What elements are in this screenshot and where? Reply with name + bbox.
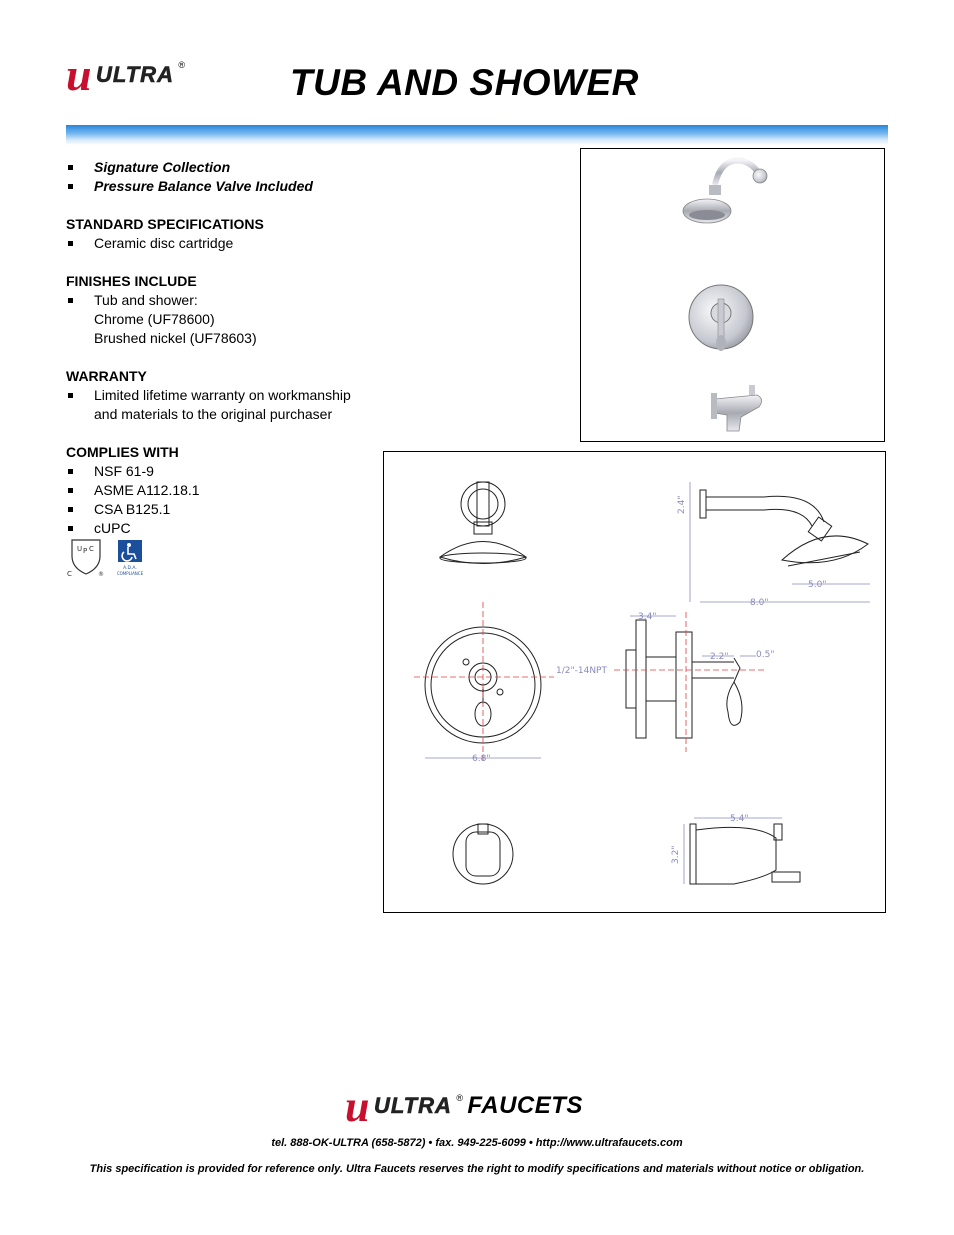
feature-item: Signature Collection [66,158,386,177]
header-gradient-bar [66,125,888,145]
svg-text:COMPLIANCE: COMPLIANCE [116,571,144,576]
complies-item: CSA B125.1 [66,500,386,519]
certification-icons [66,538,156,578]
spec-list [66,158,386,538]
footer-logo-text: ULTRA [373,1093,452,1118]
upc-icon [67,540,104,578]
warranty-heading: WARRANTY [66,368,147,384]
valve-side-drawing [626,620,742,738]
technical-drawing [384,452,885,912]
warranty-line: and materials to the original purchaser [94,406,333,422]
dim-arm-height: 2.4" [677,495,687,514]
finishes-heading: FINISHES INCLUDE [66,273,197,289]
feature-list [66,158,386,196]
dim-handle-offset: 0.5" [756,650,775,660]
complies-item: NSF 61-9 [66,462,386,481]
svg-text:P: P [83,547,88,555]
svg-text:C: C [67,570,72,578]
technical-drawing-box [383,451,886,913]
complies-item: ASME A112.18.1 [66,481,386,500]
finishes-item [66,291,386,348]
product-photo-box [580,148,885,442]
finish-chrome: Chrome (UF78600) [94,311,215,327]
footer-logo-suffix: FAUCETS [467,1092,583,1119]
shower-arm-side-drawing [700,490,868,566]
page-title: TUB AND SHOWER [290,62,639,103]
logo-text: ULTRA [96,62,174,87]
standard-item: Ceramic disc cartridge [66,234,386,253]
valve-trim-photo [689,285,753,351]
footer-logo-letter: u [345,1082,370,1131]
dim-head-diameter: 5.0" [808,580,827,590]
showerhead-photo [683,161,767,224]
warranty-line: Limited lifetime warranty on workmanship [94,387,351,403]
complies-heading: COMPLIES WITH [66,444,179,460]
product-photo [581,149,884,441]
dim-pipe-thread: 1/2"-14NPT [556,666,607,676]
svg-text:U: U [77,545,83,553]
ultra-logo [66,49,186,100]
svg-text:C: C [89,545,94,553]
dim-plate-diameter: 6.8" [472,754,491,764]
dim-valve-depth: 3.4" [638,612,657,622]
feature-item: Pressure Balance Valve Included [66,177,386,196]
dim-spout-height: 3.2" [671,845,681,864]
logo-letter: u [66,49,92,100]
warranty-item [66,386,386,424]
logo-registered: ® [178,60,186,70]
dim-handle-depth: 2.2" [710,652,729,662]
spout-front-drawing [453,824,513,884]
center-lines [414,602,764,762]
tub-spout-photo [711,385,762,431]
complies-item: cUPC [66,519,386,538]
svg-text:®: ® [98,571,104,578]
svg-text:A.D.A.: A.D.A. [123,566,137,571]
dim-spout-length: 5.4" [730,814,749,824]
contact-info: tel. 888-OK-ULTRA (658-5872) • fax. 949-225-6099 • http://www.ultrafaucets.com [271,1137,683,1149]
footer-logo-registered: ® [456,1093,463,1103]
disclaimer: This specification is provided for reference only. Ultra Faucets reserves the right to modify specifications and materials without notice or obligation. [89,1163,865,1175]
spout-side-drawing [690,824,800,884]
finishes-label: Tub and shower: [94,292,198,308]
dim-arm-reach: 8.0" [750,598,769,608]
footer-logo [345,1082,583,1131]
finish-nickel: Brushed nickel (UF78603) [94,330,257,346]
showerhead-front-drawing [440,482,526,564]
ada-icon [117,540,144,576]
standard-heading: STANDARD SPECIFICATIONS [66,216,264,232]
